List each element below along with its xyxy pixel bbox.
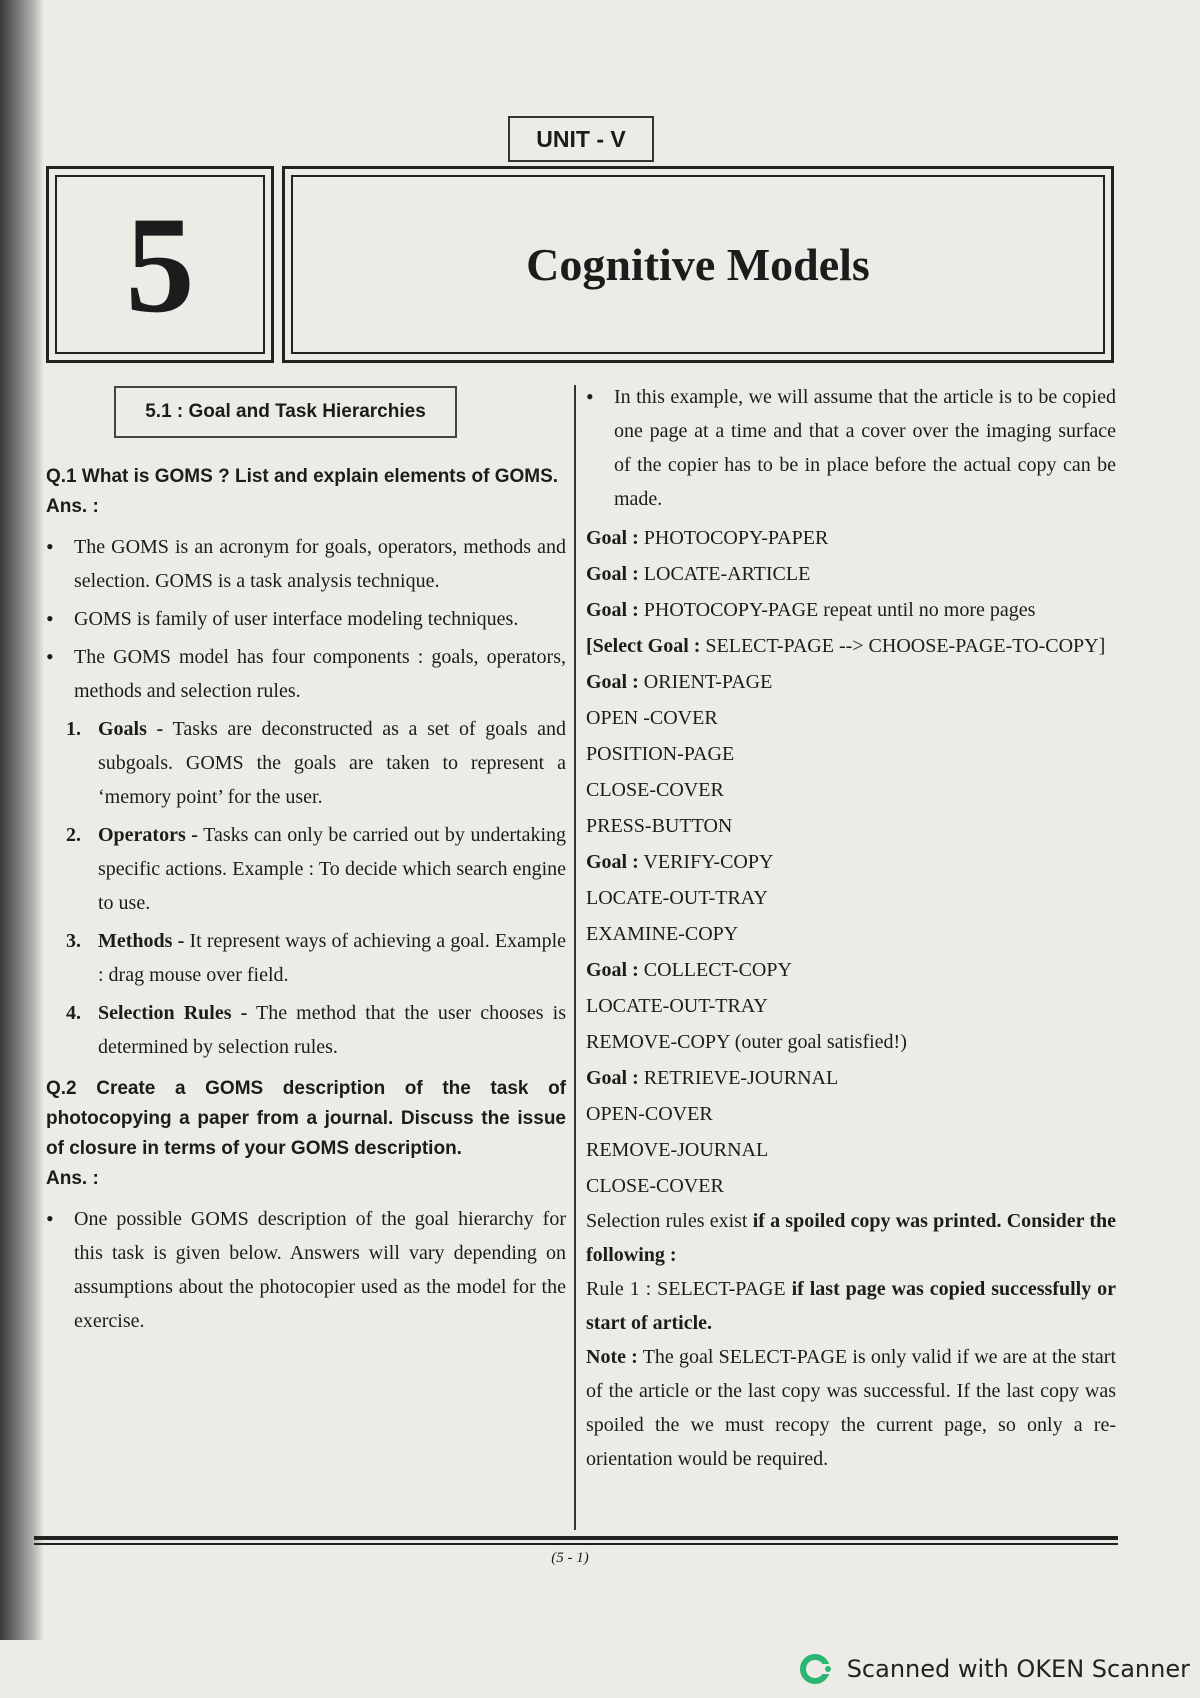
bullet-text: The GOMS is an acronym for goals, operators, methods and selection. GOMS is a task analysis technique. — [74, 536, 566, 592]
column-divider — [574, 385, 576, 1530]
item-term: Methods - — [98, 930, 185, 952]
note-body: The goal SELECT-PAGE is only valid if we are at the start of the article or the last copy was successful. If the last copy was spoiled the we must recopy the current page, so only a re-orientation would be required. — [586, 1346, 1117, 1470]
goal-text: PHOTOCOPY-PAPER — [643, 527, 829, 549]
goal-keyword: Goal : — [586, 599, 639, 621]
goal-line — [586, 844, 1116, 880]
left-column — [46, 380, 566, 1342]
item-number: 1. — [66, 718, 81, 740]
goal-line — [586, 1096, 1116, 1132]
page-number: (5 - 1) — [551, 1550, 589, 1566]
scanner-text: Scanned with OKEN Scanner — [846, 1655, 1190, 1683]
scanner-watermark — [799, 1652, 1190, 1686]
goal-keyword: [Select Goal : — [586, 635, 701, 657]
goal-line — [586, 520, 1116, 556]
goal-line — [586, 952, 1116, 988]
goal-text: EXAMINE-COPY — [586, 923, 739, 945]
numbered-item — [66, 818, 566, 920]
goal-line — [586, 916, 1116, 952]
bullet-text: GOMS is family of user interface modeling techniques. — [74, 608, 519, 630]
goal-text: POSITION-PAGE — [586, 743, 735, 765]
goal-text: LOCATE-OUT-TRAY — [586, 887, 768, 909]
item-number: 3. — [66, 930, 81, 952]
list-item — [46, 602, 566, 636]
item-text: The method that the user chooses is determined by selection rules. — [98, 1002, 566, 1058]
section-heading-text: 5.1 : Goal and Task Hierarchies — [145, 401, 426, 422]
oken-scanner-logo-icon — [799, 1652, 833, 1686]
goal-line — [586, 592, 1116, 628]
bullet-text: In this example, we will assume that the article is to be copied one page at a time and that a cover over the imaging surface of the copier has to be in place before the actual copy can be made. — [614, 386, 1116, 510]
note-text — [586, 1340, 1116, 1476]
goal-text: CLOSE-COVER — [586, 1175, 724, 1197]
right-column — [586, 380, 1116, 1476]
item-text: It represent ways of achieving a goal. Example : drag mouse over field. — [98, 930, 567, 986]
list-item — [46, 530, 566, 598]
item-number: 4. — [66, 1002, 81, 1024]
goal-keyword: Goal : — [586, 563, 639, 585]
goal-line — [586, 556, 1116, 592]
goal-text: LOCATE-ARTICLE — [643, 563, 811, 585]
goal-line — [586, 772, 1116, 808]
list-item — [46, 1202, 566, 1338]
item-body — [98, 818, 566, 920]
item-term: Selection Rules - — [98, 1002, 248, 1024]
footer-rule — [34, 1536, 1118, 1540]
bullet-icon: • — [46, 534, 54, 559]
goal-keyword: Goal : — [586, 1067, 639, 1089]
item-text: Tasks can only be carried out by undertaking specific actions. Example : To decide which search engine to use. — [98, 824, 567, 914]
footer-rule-thin — [34, 1543, 1118, 1545]
rule-bold: if last page was copied successfully or start of article. — [586, 1278, 1117, 1334]
list-item — [46, 640, 566, 708]
goal-text: CLOSE-COVER — [586, 779, 724, 801]
bullet-icon: • — [46, 644, 54, 669]
note-label: Note : — [586, 1346, 638, 1368]
goal-keyword: Goal : — [586, 527, 639, 549]
goal-text: RETRIEVE-JOURNAL — [643, 1067, 839, 1089]
goal-line — [586, 988, 1116, 1024]
goal-text: REMOVE-JOURNAL — [586, 1139, 769, 1161]
page-binding-shadow — [0, 0, 44, 1640]
goal-line — [586, 1168, 1116, 1204]
bullet-icon: • — [46, 606, 54, 631]
goal-text: OPEN-COVER — [586, 1103, 713, 1125]
goal-line — [586, 628, 1116, 664]
item-body — [98, 996, 566, 1064]
bullet-text: One possible GOMS description of the goal hierarchy for this task is given below. Answers will vary depending on assumptions about the photocopier used as the model for the exercise. — [74, 1208, 566, 1332]
bullet-icon: • — [586, 384, 594, 409]
item-term: Goals - — [98, 718, 164, 740]
section-heading — [114, 386, 457, 438]
goal-text: ORIENT-PAGE — [643, 671, 773, 693]
goms-description — [586, 520, 1116, 1204]
chapter-title: Cognitive Models — [291, 175, 1105, 354]
goal-keyword: Goal : — [586, 671, 639, 693]
goal-line — [586, 1060, 1116, 1096]
numbered-item — [66, 996, 566, 1064]
answer-label-2: Ans. : — [46, 1168, 99, 1189]
numbered-item — [66, 924, 566, 992]
bullet-text: The GOMS model has four components : goals, operators, methods and selection rules. — [74, 646, 566, 702]
item-term: Operators - — [98, 824, 198, 846]
goal-line — [586, 880, 1116, 916]
bullet-icon: • — [46, 1206, 54, 1231]
unit-label-text: UNIT - V — [536, 125, 626, 152]
question-2: Q.2 Create a GOMS description of the task of photocopying a paper from a journal. Discuss the issue of closure in terms of your GOMS description. — [46, 1078, 566, 1159]
goal-text: REMOVE-COPY (outer goal satisfied!) — [586, 1031, 907, 1053]
rule-plain: Rule 1 : SELECT-PAGE — [586, 1278, 786, 1300]
question-1: Q.1 What is GOMS ? List and explain elements of GOMS. — [46, 466, 559, 487]
goal-keyword: Goal : — [586, 851, 639, 873]
selection-plain: Selection rules exist — [586, 1210, 748, 1232]
goal-text: OPEN -COVER — [586, 707, 718, 729]
rule-1-text — [586, 1272, 1116, 1340]
goal-text: VERIFY-COPY — [643, 851, 774, 873]
list-item — [586, 380, 1116, 516]
selection-rules-text — [586, 1204, 1116, 1272]
goal-text: LOCATE-OUT-TRAY — [586, 995, 768, 1017]
goal-text: PHOTOCOPY-PAGE repeat until no more pages — [643, 599, 1036, 621]
goal-line — [586, 1132, 1116, 1168]
goal-line — [586, 700, 1116, 736]
selection-bold: if a spoiled copy was printed. Consider the following : — [586, 1210, 1116, 1266]
numbered-item — [66, 712, 566, 814]
answer-label-1: Ans. : — [46, 496, 99, 517]
goal-line — [586, 1024, 1116, 1060]
goal-text: SELECT-PAGE --> CHOOSE-PAGE-TO-COPY] — [705, 635, 1106, 657]
item-text: Tasks are deconstructed as a set of goals and subgoals. GOMS the goals are taken to represent a ‘memory point’ for the user. — [98, 718, 567, 808]
chapter-number-box — [46, 166, 274, 363]
goal-text: PRESS-BUTTON — [586, 815, 733, 837]
unit-label — [508, 116, 654, 162]
chapter-title-box — [282, 166, 1114, 363]
item-body — [98, 712, 566, 814]
goal-text: COLLECT-COPY — [643, 959, 792, 981]
item-number: 2. — [66, 824, 81, 846]
goal-line — [586, 736, 1116, 772]
goal-keyword: Goal : — [586, 959, 639, 981]
goal-line — [586, 808, 1116, 844]
goal-line — [586, 664, 1116, 700]
chapter-number: 5 — [55, 175, 265, 354]
item-body — [98, 924, 566, 992]
